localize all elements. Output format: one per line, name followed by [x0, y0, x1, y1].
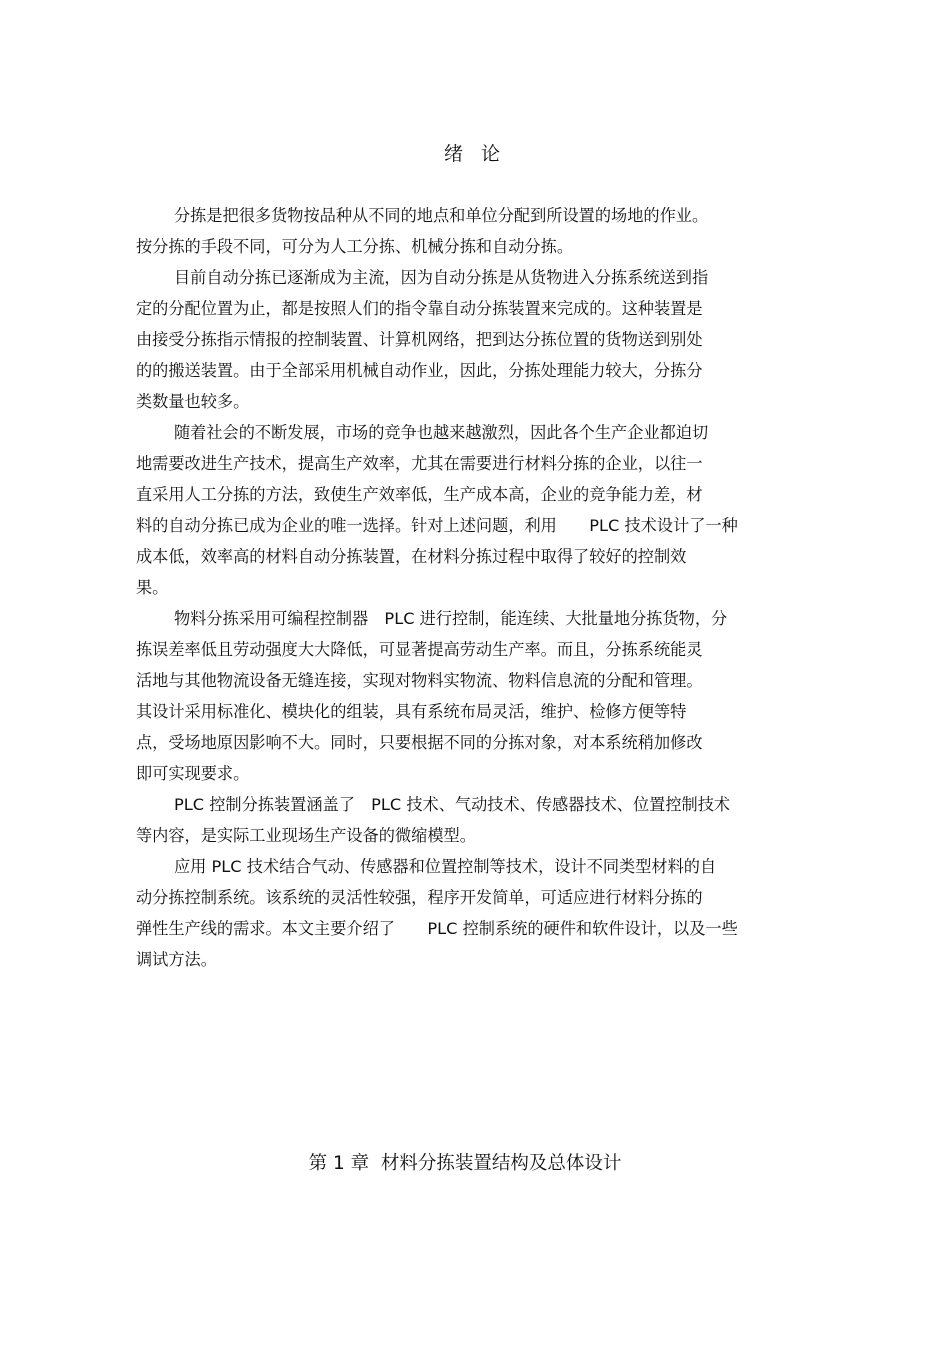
paragraph-line: 成本低，效率高的材料自动分拣装置，在材料分拣过程中取得了较好的控制效 [136, 547, 687, 566]
paragraph-line: 目前自动分拣已逐渐成为主流，因为自动分拣是从货物进入分拣系统送到指 [174, 268, 709, 287]
paragraph-line: 活地与其他物流设备无缝连接，实现对物料实物流、物料信息流的分配和管理。 [136, 671, 703, 690]
paragraph-line: 弹性生产线的需求。本文主要介绍了 PLC 控制系统的硬件和软件设计，以及一些 [136, 919, 738, 938]
paragraph-line: 即可实现要求。 [136, 764, 250, 783]
page-title: 绪 论 [443, 143, 507, 165]
paragraph-line: 直采用人工分拣的方法，致使生产效率低，生产成本高，企业的竞争能力差，材 [136, 485, 703, 504]
paragraph-line: 按分拣的手段不同，可分为人工分拣、机械分拣和自动分拣。 [136, 237, 574, 256]
paragraph-line: 随着社会的不断发展，市场的竞争也越来越激烈，因此各个生产企业都迫切 [174, 423, 709, 442]
paragraph-line: 动分拣控制系统。该系统的灵活性较强，程序开发简单，可适应进行材料分拣的 [136, 888, 703, 907]
paragraph-line: 的的搬送装置。由于全部采用机械自动作业，因此，分拣处理能力较大，分拣分 [136, 361, 703, 380]
paragraph-line: 定的分配位置为止，都是按照人们的指令靠自动分拣装置来完成的。这种装置是 [136, 299, 703, 318]
paragraph-line: 物料分拣采用可编程控制器 PLC 进行控制，能连续、大批量地分拣货物，分 [174, 609, 728, 628]
body-text [136, 200, 816, 975]
paragraph-line: 其设计采用标准化、模块化的组装，具有系统布局灵活，维护、检修方便等特 [136, 702, 687, 721]
paragraph-line: 料的自动分拣已成为企业的唯一选择。针对上述问题，利用 PLC 技术设计了一种 [136, 516, 738, 535]
paragraph-line: 果。 [136, 578, 169, 597]
paragraph-line: 拣误差率低且劳动强度大大降低，可显著提高劳动生产率。而且，分拣系统能灵 [136, 640, 703, 659]
chapter-heading: 第 1 章 材料分拣装置结构及总体设计 [308, 1153, 622, 1174]
paragraph-line: 等内容，是实际工业现场生产设备的微缩模型。 [136, 826, 476, 845]
paragraph-line: 应用 PLC 技术结合气动、传感器和位置控制等技术，设计不同类型材料的自 [174, 857, 717, 876]
paragraph-line: 地需要改进生产技术，提高生产效率，尤其在需要进行材料分拣的企业，以往一 [136, 454, 703, 473]
paragraph-line: 调试方法。 [136, 950, 217, 969]
paragraph-line: 由接受分拣指示情报的控制装置、计算机网络，把到达分拣位置的货物送到别处 [136, 330, 703, 349]
paragraph-line: 点，受场地原因影响不大。同时，只要根据不同的分拣对象，对本系统稍加修改 [136, 733, 703, 752]
paragraph-line: 分拣是把很多货物按品种从不同的地点和单位分配到所设置的场地的作业。 [174, 206, 709, 225]
paragraph-line: 类数量也较多。 [136, 392, 250, 411]
paragraph-line: PLC 控制分拣装置涵盖了 PLC 技术、气动技术、传感器技术、位置控制技术 [174, 795, 731, 814]
